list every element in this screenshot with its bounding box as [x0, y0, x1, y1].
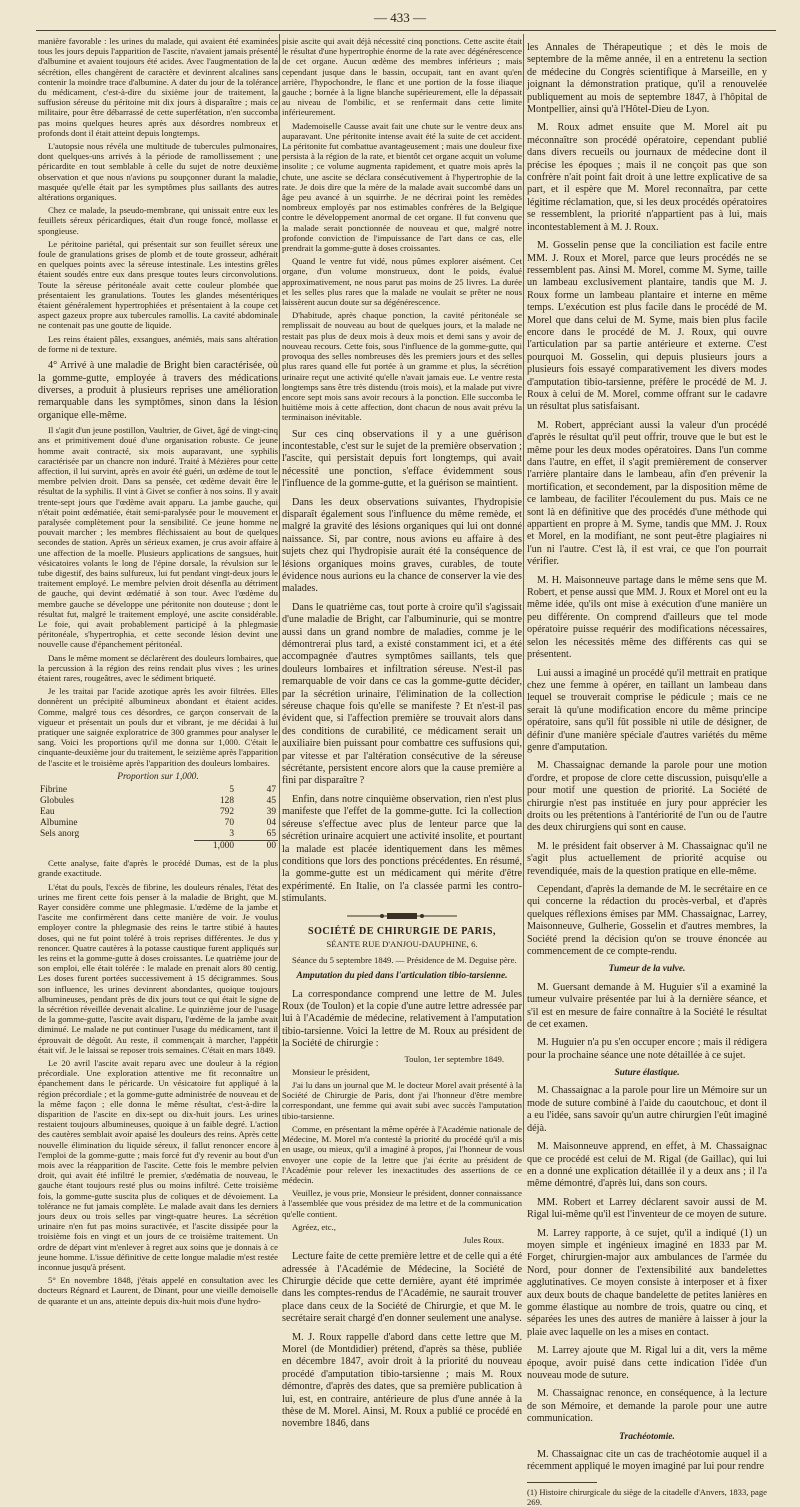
table-row [38, 829, 278, 841]
paragraph: Sur ces cinq observations il y a une guérison incontestable, c'est sur le sujet de la première observation ; l'ascite, qui persistait depuis fort longtemps, qui avait nécessité une ponction, s'efface évidemment sous l'influence de la gomme-gutte, et la guérison se maintient. [282, 428, 522, 490]
paragraph: M. Roux admet ensuite que M. Morel ait pu méconnaître son procédé opératoire, cependant publié dans divers recueils ou journaux de médecine dont il précise les époques ; mais il ne conçoit pas que son confrère n'ait point fait droit à une lettre explicative de sa part, et il espère que M. Morel reconnaîtra, par cette légitime réclamation, que, si les deux procédés opératoires se ressemblent, la priorité n'appartient pas à lui, mais incontestablement à M. J. Roux. [527, 122, 767, 233]
footnote: (1) Histoire chirurgicale du siège de la citadelle d'Anvers, 1833, page 269. [527, 1486, 767, 1507]
paragraph: La correspondance comprend une lettre de M. Jules Roux (de Toulon) et la copie d'une autre lettre adressée par lui à l'Académie de médecine, relativement à l'amputation tibio-tarsienne. Voici la lettre de M. Roux au président de la Société de chirurgie : [282, 988, 522, 1050]
signature: Jules Roux. [463, 1234, 504, 1245]
column-rule-2 [523, 34, 524, 1152]
row-label: Globules [40, 796, 74, 807]
row-value-decimal: 45 [266, 796, 276, 807]
paragraph: Lui aussi a imaginé un procédé qu'il mettrait en pratique chez une femme à opérer, en taillant un lambeau dans lequel se trouverait comprise le pédicule ; mais ce ne serait là qu'une modification encore du même principe opératoire, sans qu'il fût possible ni utile de désigner, de définir d'une manière spéciale d'autres variétés du même genre d'amputation. [527, 667, 767, 753]
paragraph: J'ai lu dans un journal que M. le docteur Morel avait présenté à la Société de Chirurgie de Paris, dont j'ai l'honneur d'être membre correspondant, une femme qui avait subi avec succès l'amputation tibio-tarsienne. [282, 1080, 522, 1121]
section-heading: Tumeur de la vulve. [608, 964, 686, 975]
paragraph: Lecture faite de cette première lettre et de celle qui a été adressée à l'Académie de Médecine, la Société de Chirurgie décide que cette dernière, ayant été imprimée dans les comptes-rendus de l'Académie, ne saurait trouver place dans ceux de la Société de Chirurgie, et que M. le secrétaire serait chargé d'en donner seulement une analyse. [282, 1251, 522, 1325]
row-value: 3 [229, 829, 234, 840]
paragraph: M. le président fait observer à M. Chassaignac qu'il ne s'agit plus actuellement de priorité acquise ou revendiquée, mais de la question pratique en elle-même. [527, 840, 767, 877]
paragraph: Le péritoine pariétal, qui présentait sur son feuillet séreux une foule de granulations grises de plomb et de toute grosseur, adhérait en quelques points avec la séreuse intestinale. Les intestins grêles étaient soudés entre eux dans presque toutes leurs circonvolutions. Toute la séreuse péritonéale avait cette couleur plombée que présentaient les granulations. Toutes les glandes mésentériques étaient généralement hypertrophiées et présentaient à la coupe cet aspect gazeux propre aux tubercules ramollis. La cavité abdominale ne contenait pas une goutte de liquide. [38, 238, 278, 331]
section-heading: Trachéotomie. [619, 1431, 675, 1442]
paragraph: pisie ascite qui avait déjà nécessité cinq ponctions. Cette ascite était le résultat d'une hypertrophie énorme de la rate avec dégénérescence de cet organe. Aucun œdème des membres inférieurs ; mais cependant jusque dans le bassin, occupait, tant en avant qu'en arrière, l'hypochondre, le flanc et une portion de la fosse iliaque gauche ; bornée à la ligne blanche supérieurement, elle la dépassait au niveau de l'ombilic, et se renfermait dans cette limite inférieurement. [282, 36, 522, 118]
paragraph: 5° En novembre 1848, j'étais appelé en consultation avec les docteurs Régnard et Laurent, de Dinant, pour une vieille demoiselle de quarante et un ans, atteinte depuis dix-huit mois d'une hydro- [38, 1275, 278, 1306]
paragraph: Dans les deux observations suivantes, l'hydropisie disparaît également sous l'influence du même remède, et malgré la gravité des lésions organiques qui lui ont donné naissance. Si, par contre, nous avions eu affaire à des sujets chez qui l'hydropisie aurait été la conséquence de lésions organiques moins graves, curables, de toute évidence nous aurions eu la chance de conserver la vie des malades. [282, 496, 522, 595]
society-title: SOCIÉTÉ DE CHIRURGIE DE PARIS, [308, 925, 496, 937]
page-header [0, 10, 800, 30]
row-label: Sels anorg [40, 829, 80, 840]
paragraph: Je les traitai par l'acide azotique après les avoir filtrées. Elles donnèrent un précipité albumineux abondant et étaient acides. Comme, malgré tous ces désordres, ce garçon conservait de la vigueur et présentait un pouls dur et vibrant, je me décidai à lui pratiquer une saignée exploratrice de 300 grammes pour analyser le sang. Voici les proportions qu'il me donna sur 1,000. C'était le cinquante-deuxième jour du traitement, le seizième après l'apparition de l'ascite et le troisième après l'apparition des douleurs lombaires. [38, 686, 278, 768]
row-label: Fibrine [40, 785, 68, 796]
paragraph: Dans le quatrième cas, tout porte à croire qu'il s'agissait d'une maladie de Bright, car l'albuminurie, qui se montre aussi dans un grand nombre de maladies, comme je le démontrerai plus tard, a existé constamment ici, et a été accompagnée d'autres symptômes saillants, tels que douleurs lombaires et infiltration séreuse. N'est-il pas remarquable de voir dans ce cas la gomme-gutte décider, par la sécrétion urinaire, l'élimination de la collection séreuse chaque fois qu'elle se manifeste ? Et n'est-il pas évident que, si l'affection première se trouvait alors dans des conditions de curabilité, ce médicament serait un auxiliaire bien puissant pour combattre ces suffusions qui, par vitesse et par l'altération consécutive de la séreuse sécrétante, persistent encore alors que la cause première a fini par disparaître ? [282, 601, 522, 787]
paragraph: Le 20 avril l'ascite avait reparu avec une douleur à la région précordiale. Une exploration attentive me fit reconnaître un épanchement dans le péricarde. Un vésicatoire fut appliqué à la région précordiale ; et la gomme-gutte administrée de nouveau et de la même façon ; elle donna le même résultat, c'est-à-dire la disparition de l'ascite en dix-sept ou dix-huit jours. Les urines restaient toujours albumineuses, quoique à un faible degré. L'action des cautères semblait avoir apaisé les douleurs des reins. Après cette nouvelle élimination du liquide séreux, il fallut renoncer encore à l'emploi de la gomme-gutte ; mais forcé fut d'y revenir au bout d'un mois avec la réapparition de l'ascite. Cette fois le membre pelvien droit, qui avait été infiltré le premier, s'œdématia de nouveau, le gauche étant toujours resté plus ou moins infiltré. Cette troisième fois, la gomme-gutte suscita plus de coliques et de dévoiement. La tolérance ne fut jamais complète. Le malade avait dans les derniers jours deux ou trois selles par vingt-quatre heures. La sécrétion urinaire n'en fut pas moins suractivée, et l'ascite dissipée pour la troisième fois en vingt et un jours de ce troisième traitement. Un ordre de départ vint m'enlever à regret aux soins que je donnais à ce jeune homme. L'issue définitive de cette longue maladie m'est restée inconnue jusqu'à présent. [38, 1057, 278, 1273]
table-total-row [38, 841, 278, 853]
paragraph: Veuillez, je vous prie, Monsieur le président, donner connaissance à l'assemblée que vous présidez de ma lettre et de la communication qu'elle contient. [282, 1188, 522, 1219]
page-number: — 433 — [374, 10, 426, 25]
row-value: 70 [224, 818, 234, 829]
row-value-decimal: 65 [266, 829, 276, 840]
paragraph: Enfin, dans notre cinquième observation, rien n'est plus manifeste que l'effet de la gomme-gutte. Ici la collection séreuse s'effectue avec plus de lenteur parce que la sécrétion urinaire acquiert une activité insolite, et pourtant la malade est placée identiquement dans les mêmes conditions que lors des ponctions précédentes. En résumé, la gomme-gutte est un médicament qui mérite d'être expérimenté. En Italie, on l'a classée parmi les contro-stimulants. [282, 793, 522, 905]
table-row [38, 796, 278, 807]
column-2 [282, 36, 522, 1430]
salutation: Monsieur le président, [292, 1066, 370, 1077]
row-value: 128 [219, 796, 234, 807]
paragraph: Cette analyse, faite d'après le procédé Dumas, est de la plus grande exactitude. [38, 858, 278, 879]
dateline: Toulon, 1er septembre 1849. [404, 1053, 504, 1064]
ornamental-separator [282, 912, 522, 920]
header-rule [36, 30, 776, 31]
paragraph: Il s'agit d'un jeune postillon, Vaultrier, de Givet, âgé de vingt-cinq ans et primitivement doué d'une organisation robuste. Ce jeune homme avait contracté, six mois auparavant, une syphilis caractérisée par un chancre non induré. Traité à Mézières pour cette affection, il lui survint, après en avoir été guéri, un œdème de tout le membre pelvien droit. Dans sa pensée, cet œdème devait être le résultat de la syphilis. Il vint à Givet se confier à nos soins. Il y avait trente-sept jours que l'œdème avait apparu. La jambe gauche, qui n'était point œdématiée, était semi-paralysée pour le mouvement et paralysée complètement pour la sensibilité. Ce jeune homme ne pouvait marcher ; les membres fléchissaient au bout de quelques secondes de station. Après un sérieux examen, je crus avoir affaire à une affection de la moelle. Plusieurs applications de sangsues, huit vésicatoires volants le long de l'épine dorsale, la révulsion sur le tube digestif, des bains sulfureux, lui fut pendant vingt-deux jours le traitement employé. Le membre pelvien droit désenfla au détriment de gauche, qui devint œdématié à son tour. Avec l'œdème du membre gauche se développe une péritonite non douteuse ; dont le résultat fut, malgré le traitement employé, une ascite considérable. Le foie, qui avait probablement participé à la phlegmasie péritonéale, s'hypertrophia, et cette seconde lésion devint une nouvelle cause d'épanchement péritonéal. [38, 425, 278, 650]
paragraph: manière favorable : les urines du malade, qui avaient été examinées tous les jours depuis l'apparition de l'ascite, n'avaient jamais présenté d'albumine et avaient toujours été acides. Avec l'augmentation de la sécrétion, elles changèrent de caractère et devinrent alcalines sans contenir la moindre trace d'albumine. A dater du jour de la tolérance du médicament, c'est-à-dire du sixième jour de traitement, la suffusion séreuse du péritoine mit dix jours à disparaître ; mais ce militaire, pour être débarrassé de cette superfétation, n'en succomba pas moins quelques heures après aux désordres nombreux et profonds dont il était atteint depuis longtemps. [38, 36, 278, 138]
row-value-decimal: 39 [266, 807, 276, 818]
column-1 [38, 36, 278, 1306]
paragraph: M. H. Maisonneuve partage dans le même sens que M. Robert, et pense aussi que MM. J. Roux et Morel ont eu la même idée, qu'ils ont mise à exécution d'une manière un peu différente. On comprend d'ailleurs que tel mode opératoire puisse requérir des modifications nécessaires, selon les nécessités même des différents cas qui se présentent. [527, 574, 767, 661]
paragraph: MM. Robert et Larrey déclarent savoir aussi de M. Rigal lui-même qu'il est l'inventeur de ce moyen de suture. [527, 1196, 767, 1221]
paragraph: M. Chassaignac a la parole pour lire un Mémoire sur un mode de suture combiné à l'aide du caoutchouc, et dont il a eu l'idée, sans savoir qu'un autre chirurgien l'eût imaginé déjà. [527, 1085, 767, 1134]
paragraph: M. Robert, appréciant aussi la valeur d'un procédé d'après le résultat qu'il peut offrir, trouve que le but est le même pour les deux modes opératoires. Dans l'un comme dans l'autre, en effet, il s'agit premièrement de conserver l'arrière plantaire dans le lambeau, afin d'en prévenir la mortification, et secondement, par la disposition même de ce lambeau, de faciliter l'écoulement du pus. Mais ce ne sont là en définitive que des procédés d'une méthode qui appartient en propre à M. Syme, tandis que MM. J. Roux et Morel, en la modifiant, ne sont peut-être plagiaires ni l'un ni l'autre. C'est là, il est vrai, ce que l'on pourrait vérifier. [527, 419, 767, 568]
row-label: Eau [40, 807, 55, 818]
closing: Agréez, etc., [292, 1221, 336, 1232]
row-value: 5 [229, 785, 234, 796]
paragraph: M. Chassaignac demande la parole pour une motion d'ordre, et propose de clore cette discussion, puisqu'elle a pour motif une question de priorité. La Société de chirurgie n'est pas instituée en jury pour apprécier les droits ou les prétentions à l'antériorité de l'un ou de l'autre des deux chirurgiens qui sont en cause. [527, 760, 767, 834]
paragraph: D'habitude, après chaque ponction, la cavité péritonéale se remplissait de nouveau au bout de quelques jours, et la malade ne restait pas plus de deux mois à deux mois et demi sans y avoir de nouveau recours. Cette fois, sous l'influence de la gomme-gutte, qui provoqua des selles nombreuses dès les premiers jours et des selles plus rares quand elle fut portée à un gramme et plus, la sécrétion urinaire reçut une activité qu'elle n'avait jamais eue. Le ventre resta longtemps sans être très distendu (trois mois), et la malade put vivre encore sept mois sans avoir recours à la ponction. Elle succomba le huitième mois à cette affection, dont chacun de nous avait prévu la terminaison inévitable. [282, 310, 522, 423]
paragraph: M. Maisonneuve apprend, en effet, à M. Chassaignac que ce procédé est celui de M. Rigal (de Gaillac), qui lui en a donné une explication détaillée il y a deux ans ; il l'a même démontré, d'après lui, dans son cours. [527, 1141, 767, 1190]
section-heading: Amputation du pied dans l'articulation tibio-tarsienne. [296, 971, 508, 982]
blood-analysis-table [38, 785, 278, 852]
column-rule-1 [279, 34, 280, 1152]
paragraph: M. Guersant demande à M. Huguier s'il a examiné la tumeur vulvaire présentée par lui à la dernière séance, et s'il est en mesure de faire connaître à la Société le résultat de cet examen. [527, 981, 767, 1030]
seance-line: Séance du 5 septembre 1849. — Présidence de M. Deguise père. [292, 955, 517, 966]
total-value-decimal: 00 [236, 841, 278, 853]
paragraph: M. Chassaignac renonce, en conséquence, à la lecture de son Mémoire, et demande la parole pour une autre communication. [527, 1388, 767, 1425]
paragraph: M. J. Roux rappelle d'abord dans cette lettre que M. Morel (de Montdidier) prétend, d'après sa thèse, publiée en décembre 1847, avoir droit à la priorité du nouveau procédé d'amputation tibio-tarsienne ; mais M. Roux démontre, d'après des dates, que sa première publication à lui, est, en contraire, antérieure de plus d'une année à la thèse de M. Morel. Ainsi, M. Roux a publié ce procédé en novembre 1846, dans [282, 1331, 522, 1430]
paragraph: Comme, en présentant la même opérée à l'Académie nationale de Médecine, M. Morel m'a contesté la priorité du procédé qu'il a mis en usage, ou mieux, qu'il a imaginé à propos, j'ai l'honneur de vous envoyer une copie de la lettre que j'ai écrite au président de l'Académie pour relever les inexactitudes des assertions de ce médecin. [282, 1123, 522, 1185]
paragraph: L'état du pouls, l'excès de fibrine, les douleurs rénales, l'état des urines me firent cette fois penser à la maladie de Bright, que M. Rayer considère comme une phlegmasie. L'œdème de la jambe et l'ascite me confirmèrent dans cette manière de voir. Je voulus employer contre la phlegmasie des reins le tartre stibié à hautes doses, qui ne fut point toléré à trois reprises différentes. Je dus y renoncer. Quatre cautères à la potasse caustique furent appliqués sur les reins et la gomme-gutte à doses croissantes. Le quatrième jour de son emploi, elle était tolérée : le malade en prenait alors 80 centig. Les doses furent portées successivement à 15 décigrammes. Sous son influence, les urines devinrent abondantes, quoique toujours albumineuses, pendant près de dix jours tout ce qui était le signe de la sécrétion réveillée devenait alcaline. Le quinzième jour de l'usage de la gomme-gutte, l'ascite avait disparu, l'œdème de la jambe avait diminué. Le malade ne put continuer l'usage du médicament, tant il éprouvait de dégoût. Au reste, il commençait à marcher, l'appétit était vif. Je le laissai se reposer trois semaines. C'était en mars 1849. [38, 881, 278, 1055]
paragraph: M. Larrey ajoute que M. Rigal lui a dit, vers la même époque, avoir puisé dans cette indication l'idée d'un nouveau mode de suture. [527, 1345, 767, 1381]
total-value: 1,000 [194, 841, 236, 853]
paragraph: Chez ce malade, la pseudo-membrane, qui unissait entre eux les feuillets séreux péricardiques, était d'un rouge foncé, mollasse et spongieuse. [38, 205, 278, 236]
society-address: SÉANTE RUE D'ANJOU-DAUPHINE, 6. [326, 938, 478, 949]
table-row [38, 807, 278, 818]
row-label: Albumine [40, 818, 78, 829]
row-value-decimal: 47 [266, 785, 276, 796]
row-value: 792 [219, 807, 234, 818]
column-3 [527, 36, 767, 1507]
table-row [38, 785, 278, 796]
paragraph: M. Larrey rapporte, à ce sujet, qu'il a indiqué (1) un moyen simple et ingénieux imaginé en 1833 par M. Forget, chirurgien-major aux ambulances de l'armée du Nord, pour donner de l'extensibilité aux bandelettes agglutinatives. Ce moyen consiste à interposer et à fixer aux deux bouts de chaque bandelette de petites lanières en gomme élastique au nombre de trois, quatre ou cinq, et séparées les unes des autres de manière à laisser à jour la plaie avec laquelle on les a mises en contact. [527, 1227, 767, 1338]
paragraph-observation-4: 4° Arrivé à une maladie de Bright bien caractérisée, où la gomme-gutte, employée à travers des médications diverses, a produit à plusieurs reprises une amélioration remarquable dans les symptômes, sinon dans la lésion organique elle-même. [38, 360, 278, 421]
table-title: Proportion sur 1,000. [117, 771, 199, 782]
paragraph: les Annales de Thérapeutique ; et dès le mois de septembre de la même année, il en a entretenu la section de médecine du Congrès scientifique à Marseille, en y joignant la démonstration pratique, qu'il a renouvelée publiquement au mois de septembre 1847, à l'hôpital de Montpellier, ainsi qu'à l'Hôtel-Dieu de Lyon. [527, 42, 767, 116]
paragraph: M. Gosselin pense que la conciliation est facile entre MM. J. Roux et Morel, parce que leurs procédés ne se ressemblent pas. Ainsi M. Morel, comme M. Syme, taille un lambeau exclusivement plantaire, tandis que M. J. Roux forme un lambeau plantaire et interne en même temps. L'exécution est plus facile dans le procédé de M. Morel que dans celui de M. Syme, mais bien plus facile encore dans le procédé de M. J. Roux, qui ouvre l'articulation par sa partie antérieure et externe. C'est pourquoi M. Gosselin, qui depuis plusieurs jours a plusieurs fois essayé comparativement les divers modes d'amputation tibio-tarsienne, préfère le procédé de M. J. Roux à celui de M. Morel, comme offrant sur le cadavre un résultat plus satisfaisant. [527, 240, 767, 413]
paragraph: Quand le ventre fut vidé, nous pûmes explorer aisément. Cet organe, d'un volume monstrueux, dont le poids, évalué approximativement, ne nous parut pas moins de 25 livres. La durée et les selles plus rares que la malade ne voulait se prêter ne nous laissèrent aucun doute sur sa dégénérescence. [282, 256, 522, 308]
row-value-decimal: 04 [266, 818, 276, 829]
paragraph: Dans le même moment se déclarèrent des douleurs lombaires, que la percussion à la région des reins rendait plus vives ; les urines étaient rares, rougeâtres, avec le sédiment briqueté. [38, 652, 278, 683]
paragraph: L'autopsie nous révéla une multitude de tubercules pulmonaires, dont quelques-uns arrivés à la période de ramollissement ; une péricardite en tout semblable à celle du sujet de notre deuxième observation et que nous n'avions pu soupçonner durant la maladie, masquée qu'elle était par les symptômes plus saillants des autres altérations organiques. [38, 141, 278, 203]
paragraph: Les reins étaient pâles, exsangues, anémiés, mais sans altération de forme ni de texture. [38, 333, 278, 354]
section-heading: Suture élastique. [614, 1068, 680, 1079]
table-row [38, 818, 278, 829]
paragraph: Mademoiselle Causse avait fait une chute sur le ventre deux ans auparavant. Une péritonite intense avait été la suite de cet accident. La péritonite fut combattue avantageusement ; mais une douleur fixe persista à la région de la rate, et bientôt cet organe acquit un volume insolite ; ce volume augmenta rapidement, et quatre mois après la chute, une ascite se déclara consécutivement à l'hypertrophie de la rate. Je dois dire que la mère de la malade avait succombé dans un âge peu avancé à un squirrhe. Je ne décrirai point les remèdes nombreux employés par nos estimables confrères de la Belgique contre le développement anormal de cet organe. Il fut convenu que la malade serait ponctionnée de nouveau et que, malgré notre profonde conviction de l'impuissance de l'art dans ce cas, elle prendrait la gomme-gutte à doses croissantes. [282, 120, 522, 254]
footnote-rule [527, 1482, 597, 1483]
paragraph: M. Huguier n'a pu s'en occuper encore ; mais il rédigera pour la prochaine séance une note détaillée à ce sujet. [527, 1037, 767, 1061]
paragraph: Cependant, d'après la demande de M. le secrétaire en ce qui concerne la rédaction du procès-verbal, et d'après quelques réflexions émises par MM. Chassaignac, Larrey, Maisonneuve, Gulherie, Gosselin et d'autres membres, la Société prend la décision qu'on se trouve énoncée au commencement de ce compte-rendu. [527, 884, 767, 958]
paragraph: M. Chassaignac cite un cas de trachéotomie auquel il a récemment appliqué le moyen imaginé par lui pour rendre [527, 1448, 767, 1473]
